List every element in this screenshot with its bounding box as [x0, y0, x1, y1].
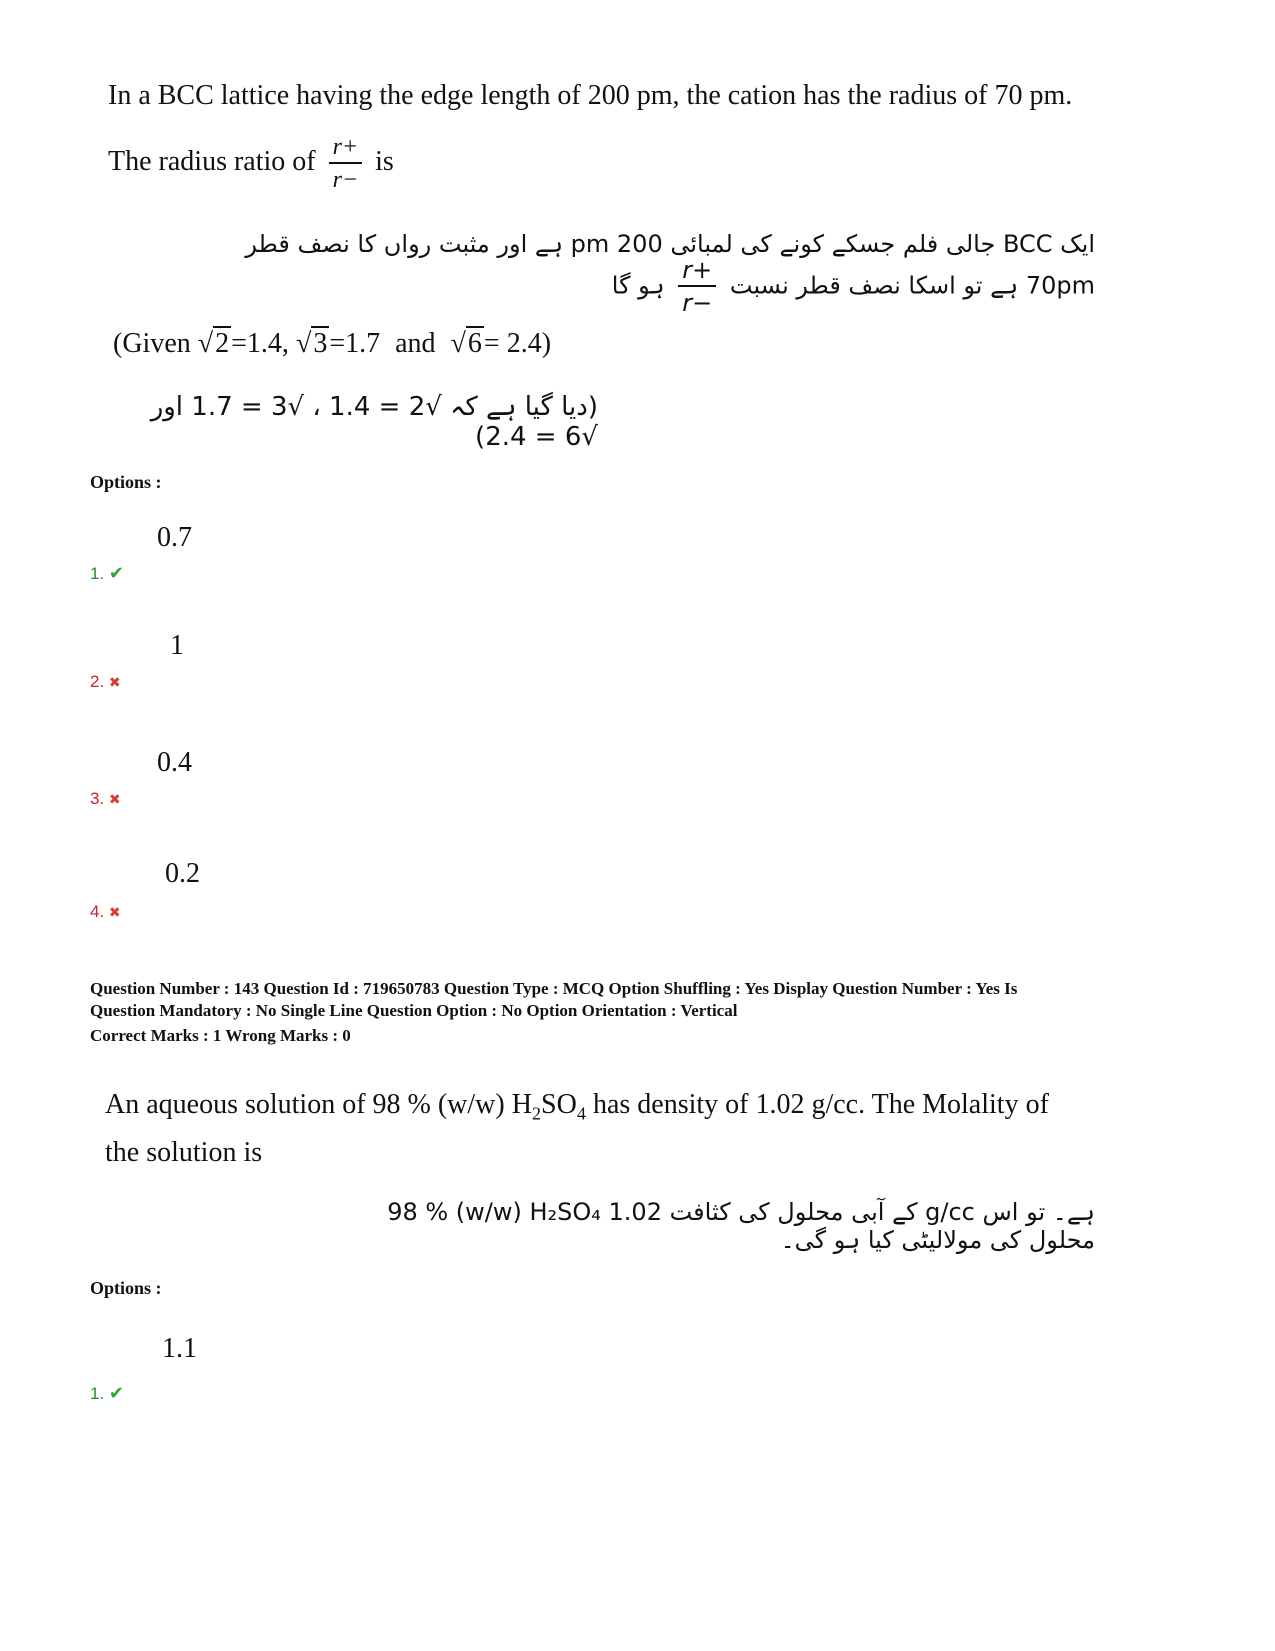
- radius-ratio-fraction: [329, 135, 363, 192]
- radius-ratio-suffix: is: [375, 145, 394, 177]
- sqrt-6-value: = 2.4): [483, 328, 552, 359]
- option-1-value: 0.7: [157, 522, 192, 553]
- urdu-question-suffix: ہو گا: [611, 271, 665, 300]
- options-label-q1: Options :: [90, 472, 162, 492]
- metadata-line-1: Question Number : 143 Question Id : 719650783 Question Type : MCQ Option Shuffling : Yes Display Question Number : Yes Is: [90, 979, 1018, 998]
- question-metadata: [90, 978, 1090, 1047]
- fraction-numerator: r+: [329, 135, 363, 164]
- urdu-fraction-numerator: r+: [678, 258, 716, 287]
- question-2-urdu: 98 % (w/w) H₂SO₄ کے آبی محلول کی کثافت 1.02 g/cc ہے۔ تو اس محلول کی مولالیٹی کیا ہو گی۔: [387, 1198, 1095, 1254]
- urdu-radius-fraction: [678, 258, 716, 315]
- option-4-value: 0.2: [165, 858, 200, 889]
- option-2[interactable]: [90, 672, 121, 692]
- wrong-cross-icon: ✖: [108, 904, 121, 920]
- urdu-fraction-denominator: r−: [682, 289, 713, 317]
- option-1-number: 1.: [90, 564, 105, 583]
- correct-check-icon: ✔: [108, 563, 125, 583]
- options-label-q2: Options :: [90, 1278, 162, 1298]
- sqrt-6-radicand: 6: [467, 328, 482, 359]
- q2-subscript-2: 2: [531, 1103, 542, 1124]
- option-4-number: 4.: [90, 902, 105, 921]
- option-2-value: 1: [170, 630, 184, 661]
- sqrt-2-value: =1.4,: [231, 328, 289, 359]
- given-and: and: [395, 328, 436, 359]
- wrong-cross-icon: ✖: [108, 791, 121, 807]
- question-2-line-2: the solution is: [105, 1137, 263, 1168]
- question-1-line-1: In a BCC lattice having the edge length of 200 pm, the cation has the radius of 70 pm.: [108, 80, 1073, 111]
- urdu-question-text: ایک BCC جالی فلم جسکے کونے کی لمبائی 200 pm ہے اور مثبت رواں کا نصف قطر 70pm ہے تو اسکا نصف قطر نسبت: [245, 230, 1095, 300]
- metadata-line-2: Question Mandatory : No Single Line Question Option : No Option Orientation : Vertical: [90, 1001, 738, 1020]
- q2-option-1-number: 1.: [90, 1384, 105, 1403]
- metadata-line-3: Correct Marks : 1 Wrong Marks : 0: [90, 1026, 351, 1045]
- given-open: (Given: [113, 328, 191, 359]
- correct-check-icon: ✔: [108, 1383, 125, 1403]
- question-2-line-1: [105, 1087, 1115, 1126]
- option-4[interactable]: [90, 902, 121, 922]
- q2-option-1[interactable]: [90, 1383, 124, 1404]
- sqrt-3: √3: [295, 328, 328, 359]
- option-1[interactable]: [90, 563, 124, 584]
- sqrt-3-value: =1.7: [329, 328, 381, 359]
- sqrt-2-radicand: 2: [215, 328, 230, 359]
- option-3[interactable]: [90, 789, 121, 809]
- radius-ratio-prefix: The radius ratio of: [108, 145, 316, 177]
- q2-text-b: SO: [541, 1089, 577, 1120]
- option-2-number: 2.: [90, 672, 105, 691]
- sqrt-6: √6: [450, 328, 482, 359]
- sqrt-2: √2: [197, 328, 230, 359]
- q2-text-c: has density of 1.02 g/cc. The Molality of: [585, 1089, 1049, 1120]
- question-1-line-2: [108, 135, 394, 192]
- option-3-number: 3.: [90, 789, 105, 808]
- wrong-cross-icon: ✖: [108, 674, 121, 690]
- q2-option-1-value: 1.1: [162, 1333, 197, 1364]
- question-1-urdu: [215, 230, 1095, 315]
- given-values-english: [113, 328, 551, 360]
- given-values-urdu: (دیا گیا ہے کہ √2 = 1.4 ، √3 = 1.7 اور √6 = 2.4): [150, 392, 598, 452]
- option-3-value: 0.4: [157, 747, 192, 778]
- q2-text-a: An aqueous solution of 98 % (w/w) H: [105, 1089, 532, 1120]
- q2-subscript-4: 4: [576, 1103, 586, 1124]
- fraction-denominator: r−: [332, 167, 359, 193]
- sqrt-3-radicand: 3: [313, 328, 328, 359]
